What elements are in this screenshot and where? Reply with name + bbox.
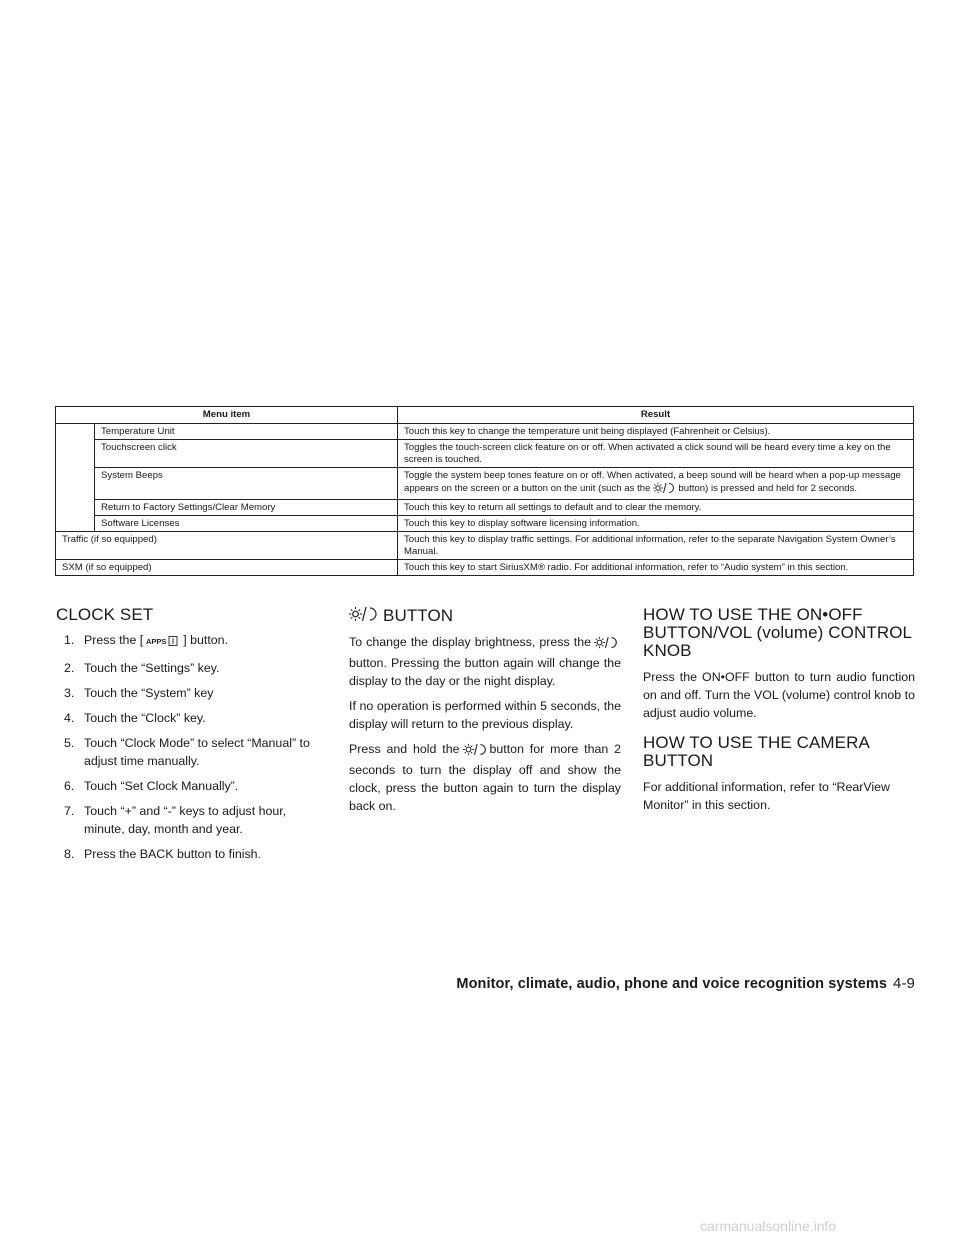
brightness-button-section xyxy=(349,606,621,822)
step-text: Touch the “System” key xyxy=(84,686,214,700)
row-result-part: button) is pressed and held for 2 seconds. xyxy=(678,483,858,494)
list-item xyxy=(56,734,326,770)
clock-set-section xyxy=(56,606,326,870)
step-text: Press the BACK button to finish. xyxy=(84,847,262,861)
step-number: 4. xyxy=(64,711,75,725)
day-night-icon xyxy=(653,482,675,498)
row-result-part: Toggle the system beep tones feature on or off. When activated, a beep sound will be heard when a pop-up message appears on the screen or a button on the unit (such as the xyxy=(404,470,901,494)
row-name: Return to Factory Settings/Clear Memory xyxy=(95,500,398,516)
row-name: System Beeps xyxy=(95,468,398,500)
step-text: Touch the “Clock” key. xyxy=(84,711,206,725)
paragraph-text: button. Pressing the button again will change the display to the day or the night display. xyxy=(349,656,621,688)
paragraph-text: button for more than 2 seconds to turn the display off and show the clock, press the button again to turn the display back on. xyxy=(349,742,622,813)
menu-settings-table xyxy=(55,406,914,576)
apps-icon-label: APPS xyxy=(146,637,167,646)
page-number: 4-9 xyxy=(893,975,915,992)
step-text: Touch “Clock Mode” to select “Manual” to adjust time manually. xyxy=(84,736,310,768)
step-number: 1. xyxy=(64,633,75,647)
section-title: Monitor, climate, audio, phone and voice recognition systems xyxy=(456,976,888,992)
row-result: Toggles the touch-screen click feature on or off. When activated a click sound will be heard every time a key on the screen is touched. xyxy=(398,440,914,468)
onoff-knob-heading: HOW TO USE THE ON•OFF BUTTON/VOL (volume) CONTROL KNOB xyxy=(643,605,912,660)
row-name: Traffic (if so equipped) xyxy=(56,532,398,560)
list-item xyxy=(56,777,326,795)
step-number: 2. xyxy=(64,661,75,675)
day-night-icon xyxy=(349,606,379,626)
step-number: 5. xyxy=(64,736,75,750)
camera-button-heading: HOW TO USE THE CAMERA BUTTON xyxy=(643,733,869,770)
row-result xyxy=(398,468,914,500)
step-number: 6. xyxy=(64,779,75,793)
brightness-paragraph-3 xyxy=(349,740,621,815)
list-item xyxy=(56,709,326,727)
row-name: Touchscreen click xyxy=(95,440,398,468)
list-item xyxy=(56,845,326,863)
step-text: Touch the “Settings” key. xyxy=(84,661,220,675)
header-menu-item: Menu item xyxy=(56,407,398,424)
row-result: Touch this key to return all settings to default and to clear the memory. xyxy=(398,500,914,516)
row-name: Software Licenses xyxy=(95,516,398,532)
table-row xyxy=(56,516,914,532)
day-night-icon xyxy=(594,636,618,654)
clock-set-steps xyxy=(56,631,326,863)
heading-text: BUTTON xyxy=(383,606,454,625)
table-row xyxy=(56,560,914,576)
step-number: 7. xyxy=(64,804,75,818)
onoff-knob-text: Press the ON•OFF button to turn audio function on and off. Turn the VOL (volume) control knob to adjust audio volume. xyxy=(643,670,915,720)
step-number: 3. xyxy=(64,686,75,700)
page-footer xyxy=(455,975,915,992)
row-name: Temperature Unit xyxy=(95,424,398,440)
table-row xyxy=(56,424,914,440)
step-text: Touch “+” and “-” keys to adjust hour, minute, day, month and year. xyxy=(84,804,287,836)
row-result: Touch this key to change the temperature unit being displayed (Fahrenheit or Celsius). xyxy=(398,424,914,440)
header-result: Result xyxy=(398,407,914,424)
apps-button-icon xyxy=(146,634,180,652)
step-number: 8. xyxy=(64,847,75,861)
list-item xyxy=(56,631,326,652)
day-night-icon xyxy=(463,743,487,761)
table-row xyxy=(56,500,914,516)
camera-button-text: For additional information, refer to “RearView Monitor” in this section. xyxy=(643,780,891,812)
row-result: Touch this key to start SiriusXM® radio. For additional information, refer to “Audio system” in this section. xyxy=(398,560,914,576)
brightness-paragraph-2: If no operation is performed within 5 seconds, the display will return to the previous display. xyxy=(349,699,621,731)
paragraph-text: Press and hold the xyxy=(349,742,460,756)
indent-cell xyxy=(56,424,95,532)
table-row xyxy=(56,532,914,560)
step-text: Press the [ xyxy=(84,633,144,647)
row-result: Touch this key to display traffic settings. For additional information, refer to the separate Navigation System Owner’s Manual. xyxy=(398,532,914,560)
row-name: SXM (if so equipped) xyxy=(56,560,398,576)
list-item xyxy=(56,659,326,677)
step-text: ] button. xyxy=(183,633,229,647)
brightness-paragraph-1 xyxy=(349,633,621,690)
list-item xyxy=(56,802,326,838)
row-result: Touch this key to display software licensing information. xyxy=(398,516,914,532)
list-item xyxy=(56,684,326,702)
paragraph-text: To change the display brightness, press the xyxy=(349,635,591,649)
clock-set-heading: CLOCK SET xyxy=(56,605,154,624)
watermark: carmanualsonline.info xyxy=(700,1218,837,1234)
table-row xyxy=(56,468,914,500)
table-row xyxy=(56,440,914,468)
table-header-row xyxy=(56,407,914,424)
brightness-button-heading xyxy=(349,606,621,626)
step-text: Touch “Set Clock Manually”. xyxy=(84,779,239,793)
controls-section xyxy=(643,606,915,821)
